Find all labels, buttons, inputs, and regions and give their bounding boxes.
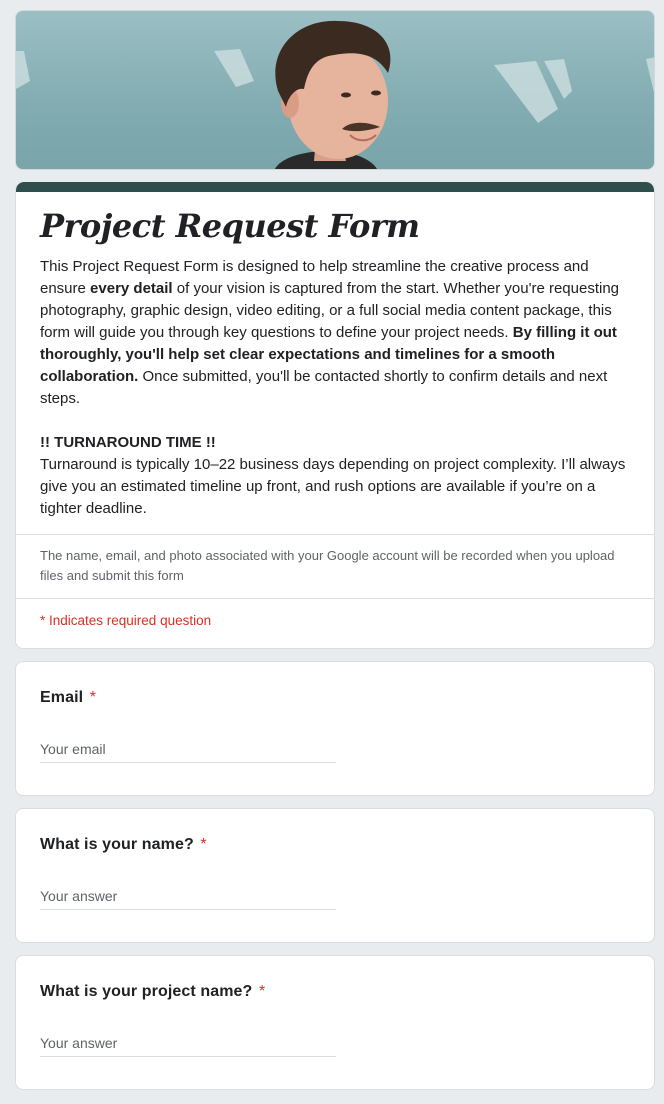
header-banner-image [15,10,655,170]
question-card-email [15,661,655,796]
question-title: What is your project name? * [40,983,266,1000]
form-title: Project Request Form [40,207,420,245]
question-title: Email * [40,689,97,706]
name-input[interactable] [40,881,336,910]
email-input[interactable] [40,734,336,763]
required-indicator-note: * Indicates required question [40,613,212,628]
form-header-card [15,182,655,649]
description-paragraph: This Project Request Form is designed to help streamline the creative process and ensure every detail of your vision is captured from the start. Whether you're requesting photography, graphic design, video editing, or a full social media content package, this form will guide you through key questions to define your project needs. By filling it out thoroughly, you'll help set clear expectations and timelines for a smooth collaboration. Once submitted, you'll be contacted shortly to confirm details and next steps. [40,258,620,407]
banner-photo [16,11,655,170]
accent-strip [16,182,654,192]
form-container [15,10,655,1090]
turnaround-heading: !! TURNAROUND TIME !! [40,434,216,451]
required-asterisk: * [200,836,207,853]
question-title: What is your name? * [40,836,207,853]
question-card-project-name [15,955,655,1090]
bold-text: every detail [90,280,173,297]
account-notice: The name, email, and photo associated with your Google account will be recorded when you upload files and submit this form [40,548,615,583]
turnaround-text: Turnaround is typically 10–22 business days depending on project complexity. I’ll always give you an estimated timeline up front, and rush options are available if you’re on a tighter deadline. [40,456,626,517]
form-description [40,256,630,520]
bold-text: By filling it out thoroughly, you'll help set clear expectations and timelines for a smooth collaboration. [40,324,617,385]
required-asterisk: * [89,689,97,706]
question-card-name [15,808,655,943]
project-name-input[interactable] [40,1028,336,1057]
required-asterisk: * [258,983,266,1000]
